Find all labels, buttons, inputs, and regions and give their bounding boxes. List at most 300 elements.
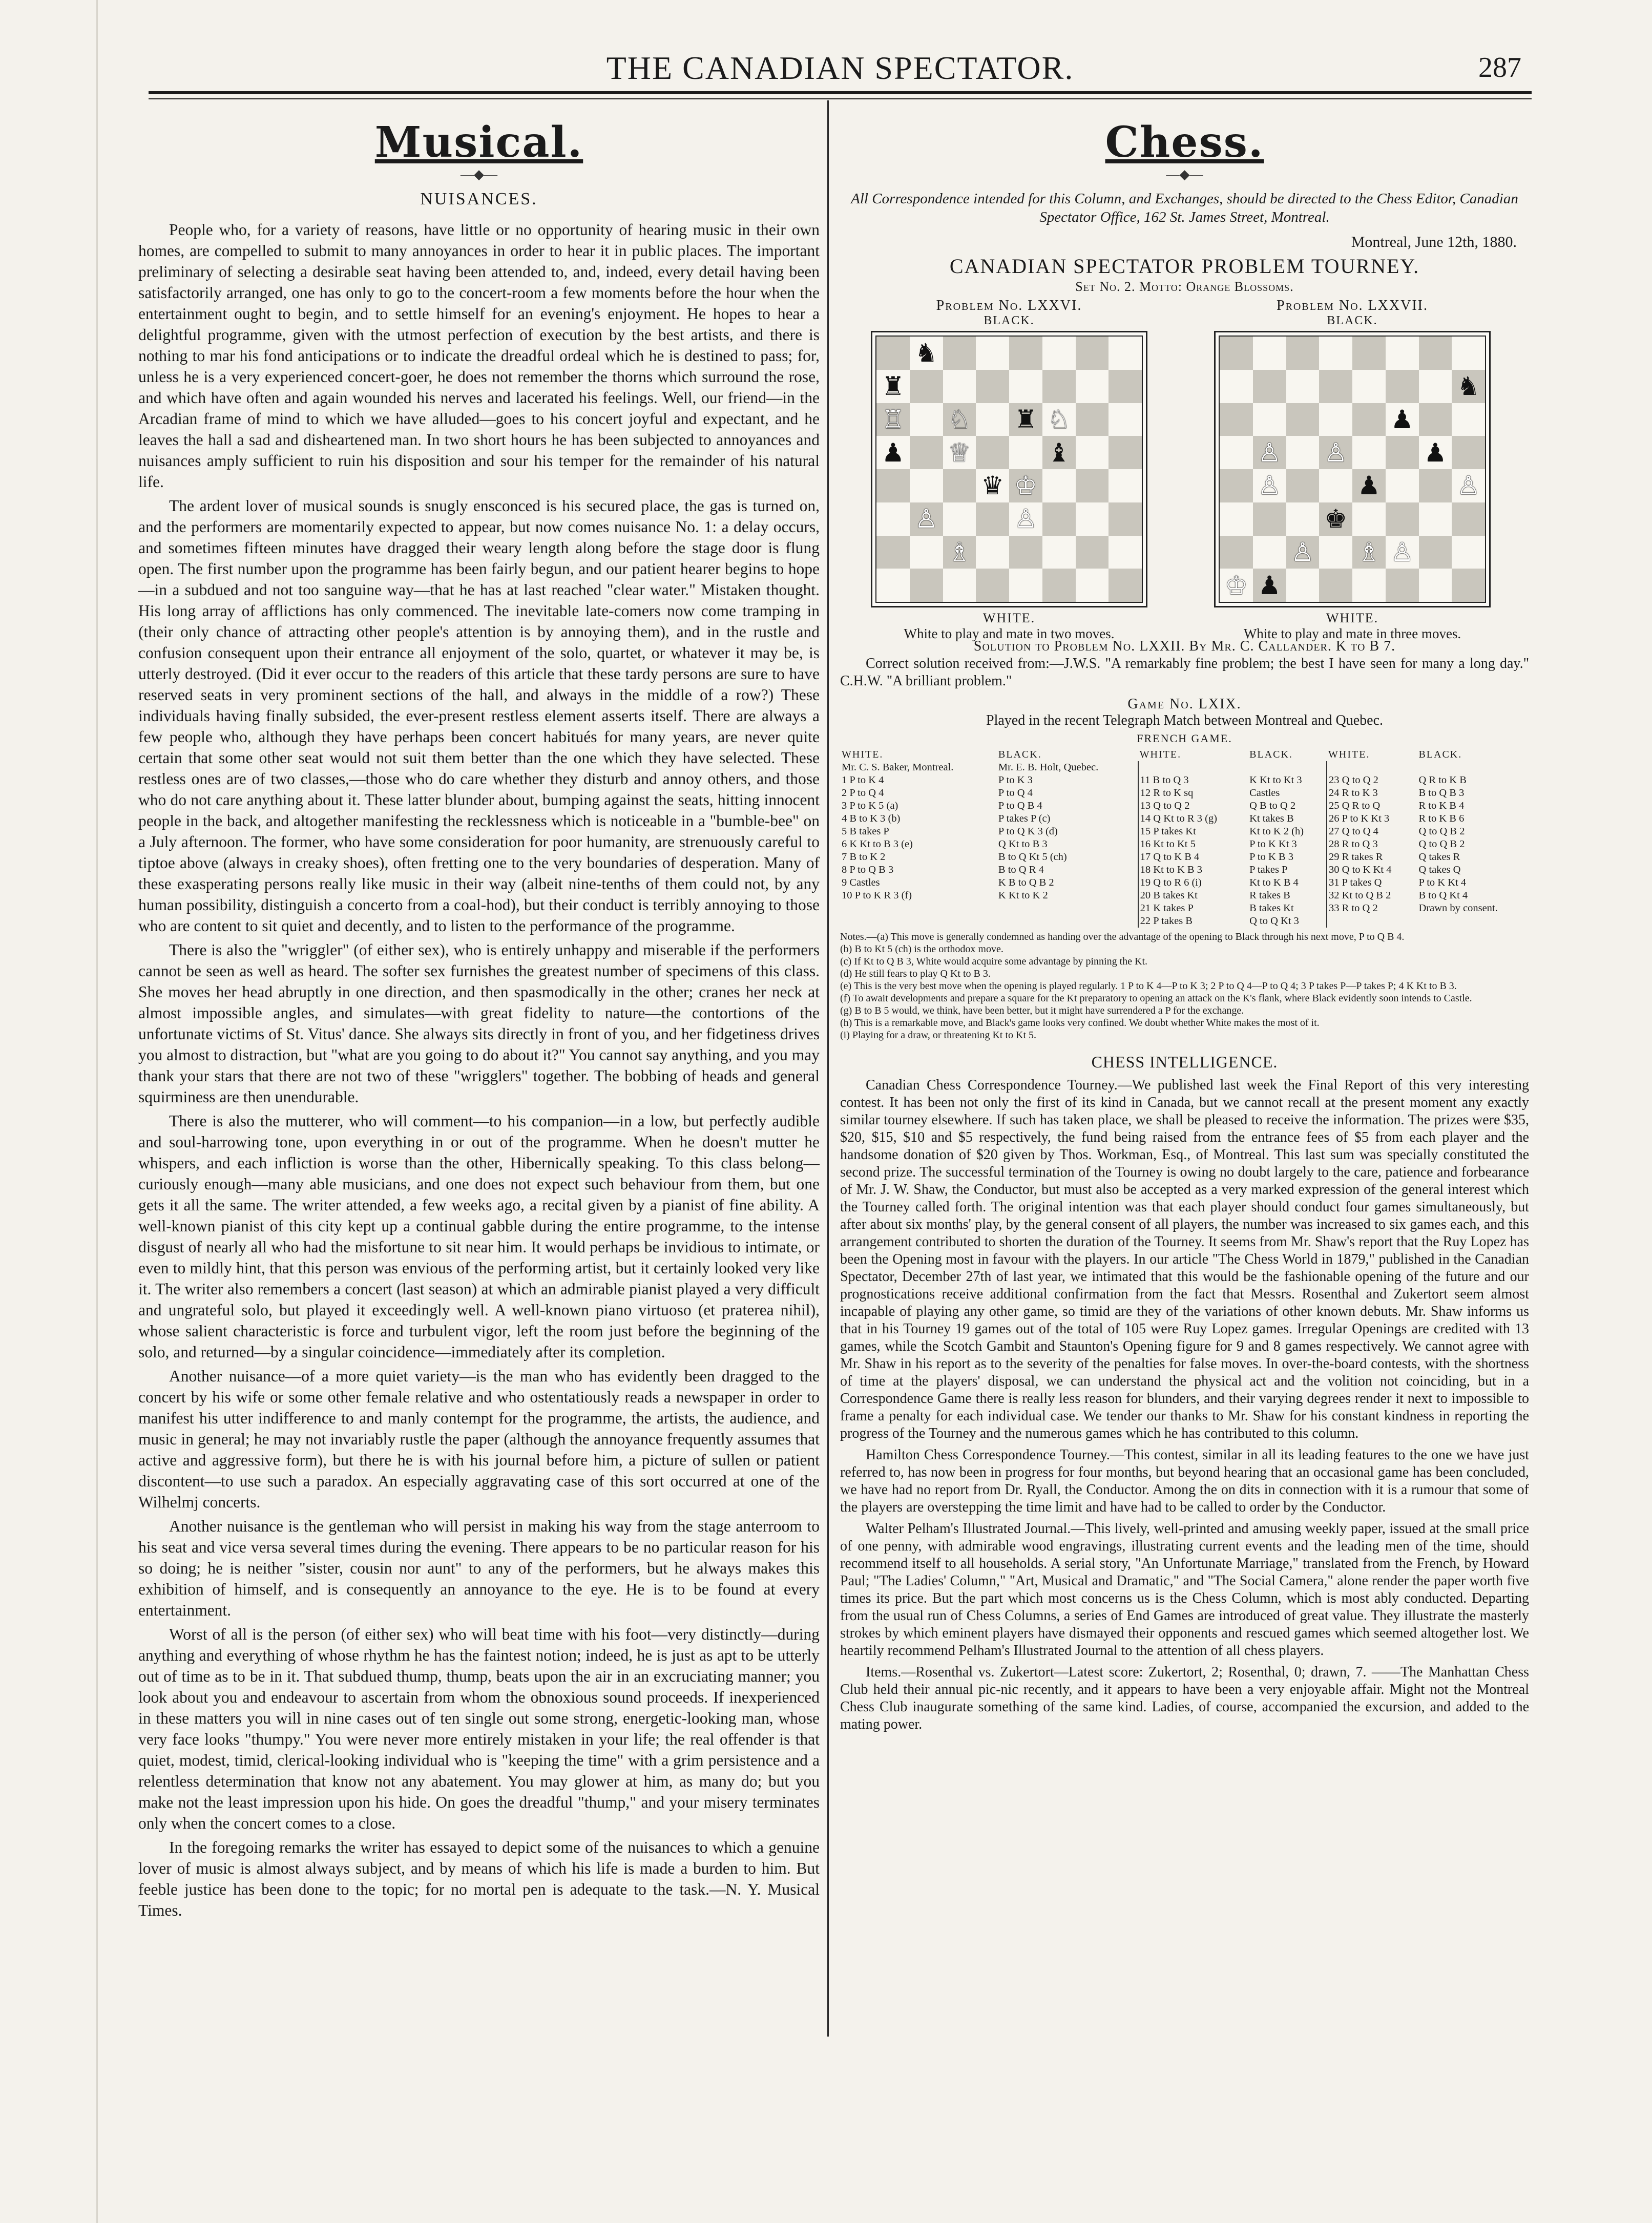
board-square <box>1076 370 1109 403</box>
black-move: Q to Q Kt 3 <box>1249 915 1299 927</box>
problem-caption: White to play and mate in two moves. <box>904 626 1115 641</box>
board-square <box>943 502 976 536</box>
move-row <box>840 787 1529 800</box>
white-move: 1 P to K 4 <box>842 774 884 786</box>
white-move: 20 B takes Kt <box>1138 889 1248 902</box>
board-square <box>943 370 976 403</box>
board-square <box>1220 536 1253 569</box>
board-square <box>1076 502 1109 536</box>
intelligence-paragraph: Hamilton Chess Correspondence Tourney.—This contest, similar in all its leading features to the one we have just referred to, has now been in progress for four months, but beyond hearing that an occasional game has been concluded, we have had no report from Dr. Ryall, the Conductor. Among the on dits in connection with it is a rumour that some of the players are overstepping the time limit and have had to be called to order by the Conductor. <box>840 1447 1529 1515</box>
black-move: B to Q Kt 5 (ch) <box>998 851 1067 863</box>
move-row <box>840 851 1529 864</box>
board-square <box>976 436 1009 469</box>
board-frame <box>871 331 1147 607</box>
move-row <box>840 774 1529 787</box>
intelligence-body <box>840 1077 1529 1733</box>
board-square <box>976 569 1009 602</box>
board-square <box>1286 502 1320 536</box>
board-square <box>1452 403 1485 436</box>
board-square <box>1386 502 1419 536</box>
board-square <box>1253 337 1286 370</box>
chess-piece-icon: ♙ <box>1014 504 1037 534</box>
board-square <box>1253 502 1286 536</box>
board-square <box>1109 469 1142 502</box>
board-square <box>1319 370 1352 403</box>
board-square <box>1419 569 1452 602</box>
board-square <box>1352 536 1386 569</box>
black-move: R to K B 6 <box>1418 813 1465 824</box>
article-subheading: NUISANCES. <box>420 190 538 208</box>
move-row <box>840 915 1529 928</box>
chess-heading: Chess. <box>1105 118 1264 167</box>
white-move: 8 P to Q B 3 <box>842 864 894 875</box>
board-square <box>876 469 910 502</box>
board-frame <box>1214 331 1491 607</box>
tourney-title: CANADIAN SPECTATOR PROBLEM TOURNEY. <box>949 255 1420 278</box>
chess-piece-icon: ♙ <box>1291 537 1314 567</box>
players-row <box>840 761 1529 774</box>
solution-block <box>840 638 1529 690</box>
dateline: Montreal, June 12th, 1880. <box>1351 234 1517 250</box>
board-square <box>1253 536 1286 569</box>
black-move: B to Q B 3 <box>1418 787 1465 799</box>
board-square <box>1452 536 1485 569</box>
black-move: Q Kt to B 3 <box>998 838 1048 850</box>
black-move: Q to Q B 2 <box>1418 838 1465 850</box>
board-square <box>1076 469 1109 502</box>
board-square <box>1286 403 1320 436</box>
board-square <box>1419 469 1452 502</box>
white-move: 26 P to K Kt 3 <box>1327 812 1417 825</box>
board-square <box>1009 536 1042 569</box>
chess-piece-icon: ♔ <box>1014 471 1037 501</box>
solution-heading: Solution to Problem No. LXXII. By Mr. C. Callander. K to B 7. <box>973 638 1396 654</box>
problem-lxxvii <box>1209 298 1496 642</box>
board-square <box>1286 337 1320 370</box>
game-opening: FRENCH GAME. <box>1137 732 1232 745</box>
white-move: 19 Q to R 6 (i) <box>1138 876 1248 889</box>
white-move: 16 Kt to Kt 5 <box>1138 838 1248 851</box>
board-square <box>1009 436 1042 469</box>
white-move: 11 B to Q 3 <box>1138 774 1248 787</box>
moves-body <box>840 774 1529 928</box>
board-square <box>876 370 910 403</box>
white-move: 23 Q to Q 2 <box>1327 774 1417 787</box>
board-square <box>1009 469 1042 502</box>
board-square <box>910 502 943 536</box>
board-square <box>1419 370 1452 403</box>
board-square <box>910 536 943 569</box>
chess-piece-icon: ♞ <box>1457 371 1480 402</box>
board-square <box>1109 536 1142 569</box>
white-move: 5 B takes P <box>842 826 889 837</box>
board-square <box>1386 436 1419 469</box>
board-square <box>1220 403 1253 436</box>
board-square <box>976 469 1009 502</box>
board-square <box>1319 469 1352 502</box>
board-square <box>1452 370 1485 403</box>
white-move: 21 K takes P <box>1138 902 1248 915</box>
board-square <box>1419 436 1452 469</box>
white-move: 22 P takes B <box>1138 915 1248 928</box>
board-square <box>1220 569 1253 602</box>
article-paragraph: Worst of all is the person (of either sex) who will beat time with his foot—very distinctly—during anything and everything of whose rhythm he has the faintest notion; indeed, he is just as apt to be utterly out of time as to be in it. That subdued thump, thump, beats upon the air in an excruciating manner; you look about you and endeavour to ascertain from whom the obnoxious sound proceeds. If inexperienced in these matters you will in nine cases out of ten single out some strong, energetic-looking man, whose very face looks "thumpy." You were never more entirely mistaken in your life; the real offender is that quiet, modest, timid, clerical-looking individual who is "keeping the time" with a grim persistence and a relentless determination that know not any abatement. You may glower at him, as many do; but you make not the least impression upon his hide. On goes the dreadful "thump," and your misery terminates only when the concert comes to a close. <box>138 1625 820 1832</box>
white-move: 33 R to Q 2 <box>1327 902 1417 915</box>
move-row <box>840 812 1529 825</box>
game-note: (i) Playing for a draw, or threatening Kt to Kt 5. <box>840 1030 1037 1041</box>
board-square <box>1352 502 1386 536</box>
board-square <box>943 469 976 502</box>
white-move: 28 R to Q 3 <box>1327 838 1417 851</box>
board-square <box>943 569 976 602</box>
game-notes <box>840 931 1529 1041</box>
chess-piece-icon: ♜ <box>881 371 905 402</box>
board-square <box>1386 370 1419 403</box>
black-move: Kt to K B 4 <box>1249 877 1299 888</box>
board-square <box>1042 502 1076 536</box>
board-square <box>1042 337 1076 370</box>
black-header: BLACK. <box>1418 749 1462 760</box>
white-move: 18 Kt to K B 3 <box>1138 864 1248 876</box>
black-move: Kt takes B <box>1249 813 1294 824</box>
article-paragraph: There is also the mutterer, who will comment—to his companion—in a low, but perfectly audible and soul-harrowing tone, upon everything in or out of the programme. When he doesn't mutter he whispers, and each infliction is worse than the other, Hibernically speaking. To this class belong—curiously enough—many able musicians, and one does not expect such behaviour from them, but one gets it all the same. The writer attended, a few weeks ago, a recital given by a pianist of fine ability. A well-known pianist of this city kept up a continual gabble during the entire programme, to the intense disgust of nearly all who had the misfortune to sit near him. It would perhaps be invidious to intimate, or even to mildly hint, that this person was envious of the performing artist, but it certainly looked very like it. The writer also remembers a concert (last season) at which an admirable pianist played a very difficult and ungrateful solo, but played it exceedingly well. A well-known piano virtuoso (et praterea nihil), whose salient characteristic is force and turbulent vigor, left the room just before the beginning of the solo, and returned—by a singular coincidence—immediately after its completion. <box>138 1112 820 1361</box>
board-square <box>1286 436 1320 469</box>
white-move: 7 B to K 2 <box>842 851 886 863</box>
ornament-divider: —◆— <box>461 167 497 182</box>
board-square <box>876 502 910 536</box>
board-square <box>1042 436 1076 469</box>
chess-piece-icon: ♙ <box>914 504 938 534</box>
black-move: Drawn by consent. <box>1418 903 1498 914</box>
board-square <box>1452 502 1485 536</box>
board-square <box>1220 337 1253 370</box>
black-move: Castles <box>1249 787 1280 799</box>
chess-board <box>1219 335 1486 603</box>
chess-piece-icon: ♙ <box>1258 437 1281 468</box>
white-header: WHITE. <box>1139 749 1182 760</box>
game-note: (f) To await developments and prepare a square for the Kt preparatory to opening an attack on the K's flank, where Black evidently soon intends to Castle. <box>840 993 1472 1004</box>
board-square <box>1076 536 1109 569</box>
white-move: 13 Q to Q 2 <box>1138 800 1248 812</box>
chess-piece-icon: ♝ <box>1047 437 1071 468</box>
black-move: P to Q 4 <box>998 787 1033 799</box>
game-note: (d) He still fears to play Q Kt to B 3. <box>840 968 991 979</box>
board-square <box>1452 436 1485 469</box>
board-square <box>976 536 1009 569</box>
game-note: (b) B to Kt 5 (ch) is the orthodox move. <box>840 943 1003 955</box>
problem-lxxvi <box>866 298 1153 642</box>
masthead-rule <box>149 91 1532 94</box>
black-header: BLACK. <box>998 749 1042 760</box>
masthead <box>149 49 1532 90</box>
board-square <box>1220 469 1253 502</box>
black-player: Mr. E. B. Holt, Quebec. <box>998 762 1099 773</box>
chess-piece-icon: ♟ <box>1424 437 1447 468</box>
chess-piece-icon: ♟ <box>1357 471 1381 501</box>
white-move: 31 P takes Q <box>1327 876 1417 889</box>
board-square <box>1109 370 1142 403</box>
board-square <box>976 502 1009 536</box>
board-square <box>910 436 943 469</box>
moves-header-row <box>840 748 1529 761</box>
board-square <box>1042 403 1076 436</box>
board-square <box>1286 536 1320 569</box>
black-move: P to K Kt 3 <box>1249 838 1297 850</box>
board-square <box>1319 502 1352 536</box>
board-square <box>1253 436 1286 469</box>
white-move: 15 P takes Kt <box>1138 825 1248 838</box>
board-square <box>1386 469 1419 502</box>
move-row <box>840 876 1529 889</box>
black-header: BLACK. <box>1249 749 1293 760</box>
board-square <box>1352 403 1386 436</box>
white-move <box>1327 915 1417 928</box>
page-number: 287 <box>1478 52 1521 83</box>
white-move <box>840 915 997 928</box>
masthead-rule-thin <box>149 98 1532 99</box>
board-square <box>1253 469 1286 502</box>
black-move: P takes P <box>1249 864 1288 875</box>
white-move: 27 Q to Q 4 <box>1327 825 1417 838</box>
chess-piece-icon: ♗ <box>1357 537 1381 567</box>
white-move: 32 Kt to Q B 2 <box>1327 889 1417 902</box>
chess-piece-icon: ♙ <box>1390 537 1414 567</box>
white-move: 24 R to K 3 <box>1327 787 1417 800</box>
board-square <box>910 370 943 403</box>
board-square <box>943 403 976 436</box>
board-square <box>1319 536 1352 569</box>
board-square <box>1319 569 1352 602</box>
board-square <box>1009 370 1042 403</box>
game-note: (c) If Kt to Q B 3, White would acquire some advantage by pinning the Kt. <box>840 956 1148 967</box>
column-divider <box>827 100 829 2037</box>
black-move: P to Q B 4 <box>998 800 1042 811</box>
board-square <box>1109 436 1142 469</box>
board-square <box>1220 502 1253 536</box>
board-square <box>1386 536 1419 569</box>
white-move: 10 P to K R 3 (f) <box>842 890 912 901</box>
board-square <box>1042 469 1076 502</box>
board-square <box>876 536 910 569</box>
black-move: Q takes R <box>1418 851 1460 863</box>
white-move: 2 P to Q 4 <box>842 787 884 799</box>
set-motto: Set No. 2. Motto: Orange Blossoms. <box>1075 279 1294 294</box>
board-square <box>1452 469 1485 502</box>
white-header: WHITE. <box>842 749 884 760</box>
board-square <box>1452 337 1485 370</box>
board-square <box>1009 502 1042 536</box>
board-square <box>876 436 910 469</box>
board-square <box>1009 569 1042 602</box>
move-row <box>840 825 1529 838</box>
problem-label: Problem No. LXXVI. <box>936 298 1082 313</box>
board-square <box>1042 370 1076 403</box>
game-title: Game No. LXIX. <box>1127 696 1242 712</box>
black-move: R to K B 4 <box>1418 800 1465 811</box>
problem-caption: White to play and mate in three moves. <box>1243 626 1461 641</box>
musical-column <box>138 108 820 1921</box>
ornament-divider: —◆— <box>1166 167 1203 182</box>
board-square <box>910 469 943 502</box>
game-note: (e) This is the very best move when the opening is played regularly. 1 P to K 4—P to K 3; 2 P to Q 4—P to Q 4; 3 P takes P—P takes P; 4 K Kt to B 3. <box>840 980 1457 992</box>
board-square <box>1076 569 1109 602</box>
chess-piece-icon: ♕ <box>948 437 971 468</box>
chess-piece-icon: ♞ <box>914 338 938 368</box>
board-square <box>1253 403 1286 436</box>
board-square <box>1352 337 1386 370</box>
board-square <box>1286 469 1320 502</box>
chess-piece-icon: ♟ <box>1390 404 1414 434</box>
black-label: BLACK. <box>1327 314 1378 327</box>
white-move: 6 K Kt to B 3 (e) <box>842 838 913 850</box>
board-square <box>1319 403 1352 436</box>
board-square <box>1419 403 1452 436</box>
black-move: K B to Q B 2 <box>998 877 1054 888</box>
white-move: 4 B to K 3 (b) <box>842 813 901 824</box>
board-square <box>1352 469 1386 502</box>
white-move: 29 R takes R <box>1327 851 1417 864</box>
board-square <box>1076 403 1109 436</box>
black-move: Q to Q B 2 <box>1418 826 1465 837</box>
article-paragraph: In the foregoing remarks the writer has essayed to depict some of the nuisances to which a genuine lover of music is almost always subject, and by means of which his life is made a burden to him. But feeble justice has been done to the topic; for no mortal pen is adequate to the task.—N. Y. Musical Times. <box>138 1838 820 1919</box>
correspondence-note: All Correspondence intended for this Column, and Exchanges, should be directed to the Chess Editor, Canadian Spectator Office, 162 St. James Street, Montreal. <box>851 191 1518 225</box>
board-square <box>1220 370 1253 403</box>
board-square <box>1286 569 1320 602</box>
board-square <box>976 403 1009 436</box>
chess-column <box>840 108 1529 1737</box>
board-square <box>1109 337 1142 370</box>
board-square <box>1076 436 1109 469</box>
article-paragraph: There is also the "wriggler" (of either sex), who is entirely unhappy and miserable if the performers cannot be seen as well as heard. The softer sex furnishes the greatest number of specimens of this class. She moves her head abruptly in one direction, and then spasmodically in the other; cranes her neck at almost impossible angles, and simulates—with great fidelity to nature—the contortions of the unfortunate victims of St. Vitus' dance. She always sits directly in front of you, and her fidgetiness drives you almost to distraction, but "what are you going to do about it?" You cannot say anything, and you may thank your stars that there are not two of these "wrigglers" together. The bobbing of heads and general squirminess are then unendurable. <box>138 941 820 1106</box>
board-square <box>1352 436 1386 469</box>
board-square <box>1042 569 1076 602</box>
board-square <box>1352 370 1386 403</box>
black-move: Q takes Q <box>1418 864 1461 875</box>
board-square <box>1253 569 1286 602</box>
board-square <box>876 403 910 436</box>
intelligence-paragraph: Items.—Rosenthal vs. Zukertort—Latest score: Zukertort, 2; Rosenthal, 0; drawn, 7. ——The Manhattan Chess Club held their annual pic-nic recently, and it appears to have been a very enjoyable affair. Might not the Montreal Chess Club inaugurate something of the same kind. Ladies, of course, accompanied the excursion, and added to the mating power. <box>840 1664 1529 1732</box>
white-label: WHITE. <box>1326 611 1379 625</box>
board-square <box>943 536 976 569</box>
black-move: P to K 3 <box>998 774 1033 786</box>
black-move <box>997 902 1138 915</box>
article-paragraph: Another nuisance is the gentleman who will persist in making his way from the stage anterroom to his seat and vice versa several times during the evening. There appears to be no particular reason for his so doing; he is neither "sister, cousin nor aunt" to any of the performers, but he always makes this exhibition of himself, and is consequently an annoyance to the eye. He is to be found at every entertainment. <box>138 1517 820 1619</box>
article-paragraph: People who, for a variety of reasons, have little or no opportunity of hearing music in their own homes, are compelled to submit to many annoyances in order to hear it in public places. The important preliminary of selecting a desirable seat having been attended to, and, indeed, every detail having been satisfactorily arranged, one has only to go to the concert-room a few moments before the hour when the entertainment ought to begin, and to settle himself for an evening's enjoyment. He hopes to hear a delightful programme, given with the utmost perfection of execution by the best artists, and there is nothing to mar his fond anticipations or to indicate the dreadful ordeal which he is destined to pass; for, unless he is a very experienced concert-goer, he does not remember the thorns which surround the rose, and which have often and again wounded his nerves and lacerated his feelings. Well, our friend—in the Arcadian frame of mind to which we have alluded—goes to his concert joyful and expectant, and he leaves the hall a sad and disheartened man. In two short hours he has been subjected to annoyances and nuisances amply sufficient to ruin his disposition and sour his temper for the remainder of his natural life. <box>138 221 820 491</box>
chess-piece-icon: ♟ <box>1258 570 1281 600</box>
game-note: Notes.—(a) This move is generally condemned as handing over the advantage of the opening to Black through his next move, P to Q B 4. <box>840 931 1405 942</box>
chess-piece-icon: ♙ <box>1258 471 1281 501</box>
board-square <box>1452 569 1485 602</box>
board-square <box>943 436 976 469</box>
white-move <box>840 902 997 915</box>
musical-heading: Musical. <box>374 118 583 167</box>
solution-paragraph: Correct solution received from:—J.W.S. "A remarkably fine problem; the best I have seen for many a long day." C.H.W. "A brilliant problem." <box>840 656 1529 689</box>
article-paragraph: Another nuisance—of a more quiet variety—is the man who has evidently been dragged to the concert by his wife or some other female relative and who ostentatiously reads a newspaper in order to manifest his utter indifference to and manly contempt for the programme, the artists, the audience, and music in general; he may not invariably rustle the paper (although the annoyance frequently assumes that active and aggressive form), but there he is with his journal before him, a picture of sullen or patient discontent—to use such a paradox. An especially aggravating case of this sort occurred at one of the Wilhelmj concerts. <box>138 1367 820 1511</box>
move-row <box>840 889 1529 902</box>
black-move: P to K Kt 4 <box>1418 877 1467 888</box>
black-move: P to Q K 3 (d) <box>998 826 1058 837</box>
black-move <box>997 915 1138 928</box>
white-move: 14 Q Kt to R 3 (g) <box>1138 812 1248 825</box>
board-square <box>976 337 1009 370</box>
board-square <box>1009 337 1042 370</box>
chess-piece-icon: ♖ <box>881 404 905 434</box>
board-square <box>1076 337 1109 370</box>
board-square <box>1352 569 1386 602</box>
board-square <box>976 370 1009 403</box>
black-move: K Kt to K 2 <box>998 890 1048 901</box>
white-move: 12 R to K sq <box>1138 787 1248 800</box>
black-move: B takes Kt <box>1249 903 1294 914</box>
game-moves-table <box>840 748 1529 928</box>
black-move: R takes B <box>1249 890 1290 901</box>
chess-piece-icon: ♔ <box>1224 570 1248 600</box>
chess-piece-icon: ♚ <box>1324 504 1348 534</box>
chess-piece-icon: ♙ <box>1324 437 1348 468</box>
board-square <box>910 569 943 602</box>
black-move: P takes P (c) <box>998 813 1051 824</box>
board-square <box>876 337 910 370</box>
article-paragraph: The ardent lover of musical sounds is snugly ensconced is his secured place, the gas is turned on, and the performers are momentarily expected to appear, but now comes nuisance No. 1: a delay occurs, and sometimes fifteen minutes have dragged their weary length along before the stage door is flung open. The first number upon the programme has been fairly begun, and our patient hearer begins to hope—in a subdued and not too sanguine way—that he has at last reached "clear water." Mistaken thought. His long array of afflictions has only commenced. The inevitable late-comers now come tramping in (their only chance of attracting other people's attention is by annoying them), and in the rustle and confusion consequent upon their entrance all enjoyment of the solo, quartet, or whatever it may be, is utterly destroyed. (Did it ever occur to the readers of this article that these tardy persons are sure to have reserved seats in very prominent sections of the hall, and always in the middle of a row?) These individuals having finally subsided, the ever-present restless element asserts itself. There are always a few people who, although they have perhaps been concert habitués for many years, are never quite certain that some other seat would not suit them better than the one which they have selected. These restless ones are of two classes,—those who do care whether they disturb and annoy others, and those who do not care anything about it. These latter blunder about, bumping against the seats, hitting innocent people in the back, and altogether manifesting the recklessness which is noticeable in a "bumble-bee" on a July afternoon. The former, who have some consideration for poor humanity, are strenuously careful to tiptoe above (always in creaky shoes), often fretting one to the very boundaries of desperation. Many of these exasperating persons really like music in their way (albeit nine-tenths of them could not, by any human possibility, distinguish a concerto from a coal-hod), but their conduct is terribly annoying to those who are content to sit quiet and decently, and to listen to the performance of the programme. <box>138 497 820 935</box>
board-square <box>1109 502 1142 536</box>
board-square <box>943 337 976 370</box>
chess-piece-icon: ♗ <box>948 537 971 567</box>
intelligence-heading: CHESS INTELLIGENCE. <box>1091 1053 1278 1071</box>
intelligence-paragraph: Walter Pelham's Illustrated Journal.—This lively, well-printed and amusing weekly paper, issued at the small price of one penny, with admirable wood engravings, illustrating current events and the leading men of the time, should recommend itself to all households. A serial story, "An Unfortunate Marriage," translated from the French, by Howard Paul; "The Ladies' Column," "Art, Musical and Dramatic," and "The Social Camera," alone render the paper worth five times its price. But the part which most concerns us is the Chess Column, which is most ably conducted. Departing from the usual run of Chess Columns, a series of End Games are introduced of great value. They illustrate the masterly strokes by which eminent players have dismayed their opponents and rescued games which seemed altogether lost. We heartily recommend Pelham's Illustrated Journal to the attention of all chess players. <box>840 1521 1529 1659</box>
white-move: 3 P to K 5 (a) <box>842 800 898 811</box>
game-subtitle: Played in the recent Telegraph Match between Montreal and Quebec. <box>986 712 1383 728</box>
black-move: B to Q Kt 4 <box>1418 890 1468 901</box>
board-square <box>910 403 943 436</box>
board-square <box>1009 403 1042 436</box>
chess-piece-icon: ♜ <box>1014 404 1037 434</box>
move-row <box>840 800 1529 812</box>
chess-board <box>875 335 1143 603</box>
board-square <box>1319 436 1352 469</box>
move-row <box>840 838 1529 851</box>
move-row <box>840 864 1529 876</box>
board-square <box>1109 569 1142 602</box>
chess-piece-icon: ♘ <box>1047 404 1071 434</box>
board-square <box>1220 436 1253 469</box>
board-square <box>1386 569 1419 602</box>
problem-diagrams <box>840 298 1529 641</box>
board-square <box>876 569 910 602</box>
black-move <box>1417 915 1529 928</box>
black-move: Q R to K B <box>1418 774 1467 786</box>
chess-piece-icon: ♛ <box>981 471 1005 501</box>
board-square <box>1042 536 1076 569</box>
board-square <box>1109 403 1142 436</box>
board-square <box>1386 403 1419 436</box>
white-move: 25 Q R to Q <box>1327 800 1417 812</box>
article-body <box>138 219 820 1921</box>
chess-piece-icon: ♙ <box>1457 471 1480 501</box>
black-move: K Kt to Kt 3 <box>1249 774 1302 786</box>
board-square <box>1386 337 1419 370</box>
chess-piece-icon: ♟ <box>881 437 905 468</box>
white-move: 9 Castles <box>842 877 880 888</box>
board-square <box>1419 536 1452 569</box>
black-move: Kt to K 2 (h) <box>1249 826 1304 837</box>
white-label: WHITE. <box>982 611 1036 625</box>
publication-title: THE CANADIAN SPECTATOR. <box>606 50 1074 86</box>
white-move: 17 Q to K B 4 <box>1138 851 1248 864</box>
intelligence-paragraph: Canadian Chess Correspondence Tourney.—We published last week the Final Report of this very interesting contest. It has been not only the first of its kind in Canada, but we cannot recall at the present moment any exactly similar tourney elsewhere. If such has taken place, we shall be pleased to receive the information. The prizes were $35, $20, $15, $10 and $5 respectively, the fund being raised from the entrance fees of $5 from each player and the handsome donation of $20 given by Thos. Workman, Esq., of Montreal. This last sum was specially constituted the second prize. The successful termination of the Tourney is owing no doubt largely to the care, patience and forbearance of Mr. J. W. Shaw, the Conductor, but must also be accepted as a very marked expression of the general interest which the Tourney called forth. The original intention was that each player should conduct four games simultaneously, but after about six months' play, by the general consent of all players, the number was increased to six games each, and this arrangement contributed to shorten the duration of the Tourney. It seems from Mr. Shaw's report that the Ruy Lopez has been the Opening most in favour with the players. In our article "The Chess World in 1879," published in the Canadian Spectator, December 27th of last year, we intimated that this would be the fashionable opening of the future and our prognostications receive additional confirmation from the fact that Messrs. Rosenthal and Zukertort seem almost incapable of playing any other game, so timid are they of the variations of other known debuts. Mr. Shaw informs us that in his Tourney 19 games out of the total of 105 were Ruy Lopez games. Irregular Openings are credited with 13 games, while the Scotch Gambit and Staunton's Opening figure for 9 and 8 games respectively. We cannot agree with Mr. Shaw in his report as to the severity of the penalties for false moves. In over-the-board contests, with the shortness of time at the players' disposal, we can understand the physical act and the volition not coinciding, but in a Correspondence Game there is really less reason for blunders, and their varying degrees render it next to impossible to frame a penalty for each individual case. We tender our thanks to Mr. Shaw for his constant kindness in reporting the progress of the Tourney and the numerous games which he has contributed to this column. <box>840 1077 1529 1441</box>
page-crease <box>96 0 98 2223</box>
black-label: BLACK. <box>984 314 1035 327</box>
black-move: Q B to Q 2 <box>1249 800 1296 811</box>
